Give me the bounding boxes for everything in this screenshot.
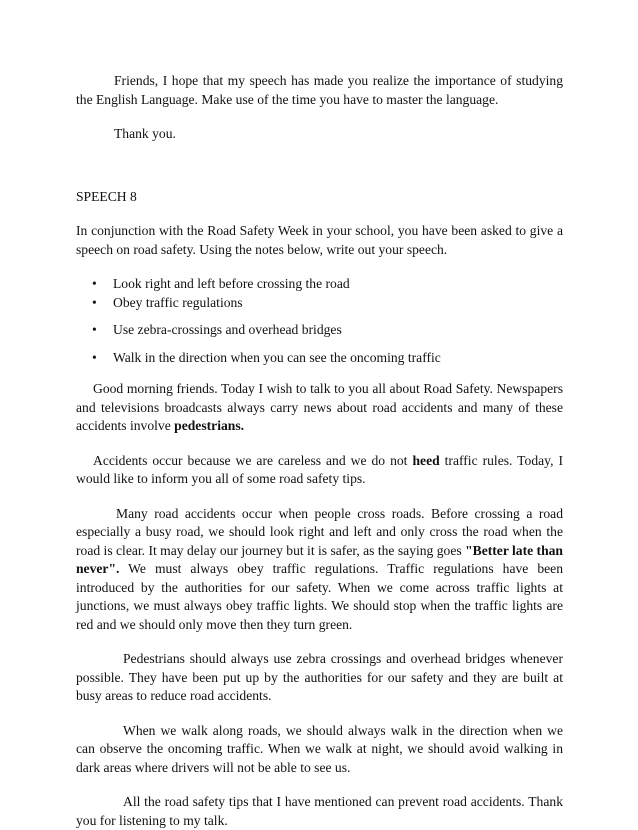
note-text: Obey traffic regulations <box>113 294 243 310</box>
document-page <box>76 72 563 830</box>
speech-prompt: In conjunction with the Road Safety Week in your school, you have been asked to give a speech on road safety. Using the notes below, write out your speech. <box>76 223 563 257</box>
speech-paragraph-4: Pedestrians should always use zebra crossings and overhead bridges whenever possible. They have been put up by the authorities for our safety and they are built at busy areas to reduce road accidents. <box>76 651 563 703</box>
speech-heading: SPEECH 8 <box>76 188 137 204</box>
bullet-icon: • <box>92 276 97 291</box>
p2-before: Accidents occur because we are careless and we do not <box>93 452 413 468</box>
p1-text: Good morning friends. Today I wish to talk to you all about Road Safety. Newspapers and televisions broadcasts always carry news about road accidents and many of these accidents involve <box>76 381 563 433</box>
list-item <box>76 349 563 368</box>
speech-paragraph-3 <box>76 505 563 635</box>
speech-paragraph-6: All the road safety tips that I have mentioned can prevent road accidents. Thank you for listening to my talk. <box>76 794 563 828</box>
closing-thanks: Thank you. <box>114 126 176 141</box>
speech-paragraph-1 <box>76 380 563 436</box>
p3-before: Many road accidents occur when people cross roads. Before crossing a road especially a busy road, we should look right and left and only cross the road when the road is clear. It may delay our journey but it is safer, as the saying goes <box>76 505 563 558</box>
note-text: Use zebra-crossings and overhead bridges <box>113 322 342 337</box>
p3-bold: "Better late than never". <box>76 542 563 576</box>
speech-paragraph-2 <box>76 452 563 489</box>
closing-paragraph: Friends, I hope that my speech has made you realize the importance of studying the English Language. Make use of the time you have to master the language. <box>76 73 563 107</box>
list-item <box>76 321 563 340</box>
list-item <box>76 294 563 313</box>
p3-after: We must always obey traffic regulations. Traffic regulations have been introduced by the authorities for our safety. When we come across traffic lights at junctions, we must always obey traffic lights. We should stop when the traffic lights are red and we should only move then they turn green. <box>76 561 563 632</box>
bullet-icon: • <box>92 349 97 365</box>
list-item <box>76 275 563 294</box>
bullet-icon: • <box>92 322 97 337</box>
speech-paragraph-5: When we walk along roads, we should always walk in the direction when we can observe the oncoming traffic. When we walk at night, we should avoid walking in dark areas where drivers will not be able to see us. <box>76 722 563 775</box>
note-text: Walk in the direction when you can see the oncoming traffic <box>113 349 441 365</box>
p1-bold: pedestrians. <box>174 418 245 433</box>
p2-bold: heed <box>412 452 440 468</box>
note-text: Look right and left before crossing the road <box>113 276 350 291</box>
notes-list <box>76 275 563 367</box>
p2-after: traffic rules. Today, I would like to inform you all of some road safety tips. <box>76 452 564 486</box>
bullet-icon: • <box>92 294 97 310</box>
